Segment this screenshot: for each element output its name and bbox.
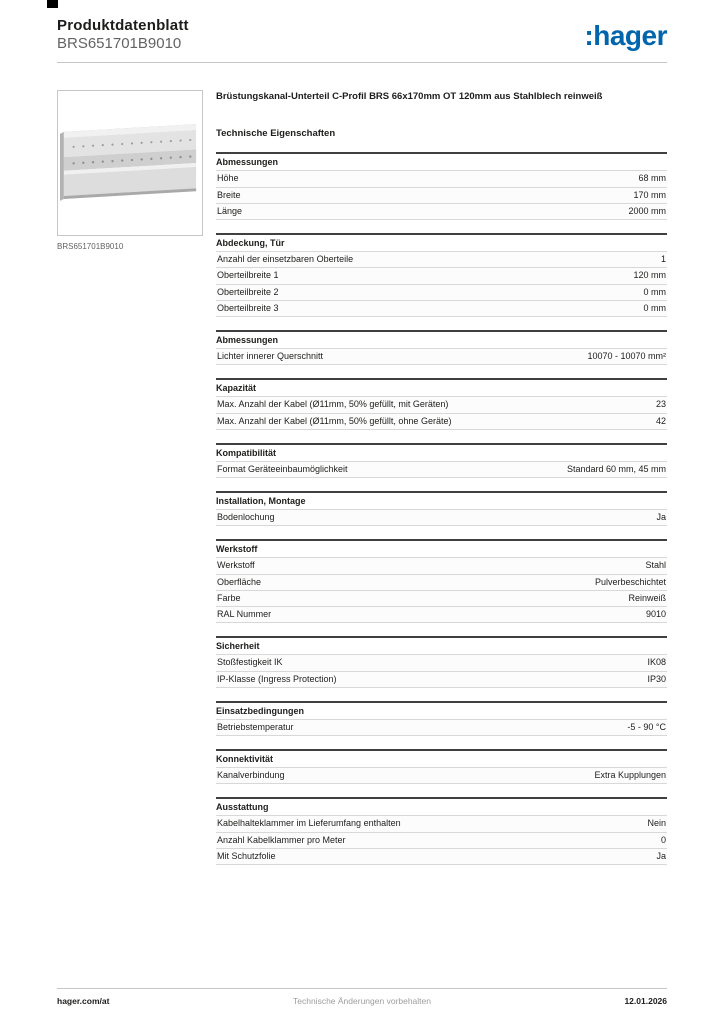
product-image-column: [57, 90, 203, 251]
spec-label: Lichter innerer Querschnitt: [217, 351, 324, 362]
spec-section: [216, 797, 667, 865]
spec-label: Oberfläche: [217, 576, 262, 587]
spec-label: Anzahl Kabelklammer pro Meter: [217, 834, 346, 845]
spec-label: Farbe: [217, 592, 241, 603]
spec-value: Nein: [647, 818, 666, 829]
spec-section-title: Sicherheit: [216, 636, 667, 654]
spec-value: IK08: [647, 657, 666, 668]
spec-label: Bodenlochung: [217, 512, 275, 523]
spec-label: Kanalverbindung: [217, 770, 285, 781]
spec-label: Format Geräteeinbaumöglichkeit: [217, 463, 348, 474]
spec-row: [216, 590, 667, 606]
spec-row: [216, 509, 667, 525]
spec-section: [216, 491, 667, 526]
spec-section: [216, 636, 667, 688]
technical-properties-heading: Technische Eigenschaften: [216, 128, 336, 140]
spec-row: [216, 267, 667, 283]
spec-section: [216, 443, 667, 478]
spec-label: Max. Anzahl der Kabel (Ø11mm, 50% gefüllt, ohne Geräte): [217, 415, 452, 426]
spec-section: [216, 749, 667, 784]
spec-value: 0 mm: [643, 286, 666, 297]
spec-section-title: Installation, Montage: [216, 491, 667, 509]
hager-logo: :hager: [584, 20, 667, 51]
spec-label: Mit Schutzfolie: [217, 850, 276, 861]
spec-section: [216, 378, 667, 430]
spec-section: [216, 539, 667, 623]
spec-row: [216, 300, 667, 316]
spec-label: Breite: [217, 189, 241, 200]
spec-row: [216, 396, 667, 412]
header-divider: [57, 62, 667, 63]
spec-value: 23: [655, 399, 666, 410]
document-title: Produktdatenblatt: [57, 17, 189, 34]
spec-row: [216, 170, 667, 186]
spec-section-title: Werkstoff: [216, 539, 667, 557]
footer-website: hager.com/at: [57, 996, 110, 1006]
spec-row: [216, 284, 667, 300]
header: [57, 17, 667, 52]
spec-section-title: Abdeckung, Tür: [216, 233, 667, 251]
spec-label: Länge: [217, 205, 243, 216]
spec-row: [216, 574, 667, 590]
spec-label: Werkstoff: [217, 560, 255, 571]
spec-row: [216, 461, 667, 477]
header-titles: [57, 17, 189, 52]
spec-section: [216, 233, 667, 317]
spec-value: -5 - 90 °C: [627, 721, 666, 732]
spec-row: [216, 251, 667, 267]
spec-row: [216, 671, 667, 687]
spec-row: [216, 203, 667, 219]
spec-row: [216, 348, 667, 364]
product-code: BRS651701B9010: [57, 35, 182, 52]
spec-value: 10070 - 10070 mm²: [587, 351, 666, 362]
spec-row: [216, 848, 667, 864]
spec-value: 42: [655, 415, 666, 426]
product-image-frame: [57, 90, 203, 236]
spec-row: [216, 719, 667, 735]
product-image-caption: BRS651701B9010: [57, 242, 124, 251]
spec-section-title: Konnektivität: [216, 749, 667, 767]
spec-value: Standard 60 mm, 45 mm: [566, 463, 666, 474]
spec-section: [216, 152, 667, 220]
spec-value: 0: [660, 834, 666, 845]
spec-row: [216, 187, 667, 203]
product-title: Brüstungskanal-Unterteil C-Profil BRS 66x170mm OT 120mm aus Stahlblech reinweiß: [216, 91, 603, 102]
spec-value: Ja: [656, 512, 666, 523]
spec-section-title: Kapazität: [216, 378, 667, 396]
spec-value: 0 mm: [643, 302, 666, 313]
print-mark: [47, 0, 58, 8]
spec-label: Kabelhalteklammer im Lieferumfang enthalten: [217, 818, 401, 829]
spec-value: 9010: [645, 609, 666, 620]
spec-section-title: Kompatibilität: [216, 443, 667, 461]
spec-row: [216, 557, 667, 573]
spec-row: [216, 767, 667, 783]
footer-date: 12.01.2026: [624, 996, 667, 1006]
footer-notice: Technische Änderungen vorbehalten: [293, 996, 431, 1006]
spec-label: Stoßfestigkeit IK: [217, 657, 283, 668]
footer: [57, 988, 667, 1006]
spec-label: Höhe: [217, 173, 239, 184]
spec-row: [216, 815, 667, 831]
spec-row: [216, 654, 667, 670]
spec-section-title: Abmessungen: [216, 330, 667, 348]
product-image: [60, 93, 200, 233]
spec-label: Oberteilbreite 2: [217, 286, 279, 297]
spec-section: [216, 330, 667, 365]
spec-value: 120 mm: [633, 270, 666, 281]
spec-section-title: Ausstattung: [216, 797, 667, 815]
spec-label: Oberteilbreite 1: [217, 270, 279, 281]
spec-label: Anzahl der einsetzbaren Oberteile: [217, 254, 354, 265]
spec-row: [216, 413, 667, 429]
spec-section-title: Abmessungen: [216, 152, 667, 170]
spec-section-title: Einsatzbedingungen: [216, 701, 667, 719]
spec-value: 1: [660, 254, 666, 265]
main-content: [216, 91, 667, 865]
spec-value: Stahl: [645, 560, 666, 571]
spec-row: [216, 606, 667, 622]
spec-value: Pulverbeschichtet: [594, 576, 666, 587]
spec-label: Max. Anzahl der Kabel (Ø11mm, 50% gefüllt, mit Geräten): [217, 399, 449, 410]
spec-label: IP-Klasse (Ingress Protection): [217, 673, 337, 684]
spec-value: Reinweiß: [628, 592, 666, 603]
spec-value: Ja: [656, 850, 666, 861]
spec-label: Oberteilbreite 3: [217, 302, 279, 313]
spec-label: RAL Nummer: [217, 609, 272, 620]
spec-value: Extra Kupplungen: [594, 770, 666, 781]
spec-value: 68 mm: [638, 173, 666, 184]
spec-value: 2000 mm: [628, 205, 666, 216]
spec-sections: [216, 152, 667, 865]
spec-value: IP30: [647, 673, 666, 684]
spec-section: [216, 701, 667, 736]
spec-value: 170 mm: [633, 189, 666, 200]
spec-row: [216, 832, 667, 848]
spec-label: Betriebstemperatur: [217, 721, 294, 732]
